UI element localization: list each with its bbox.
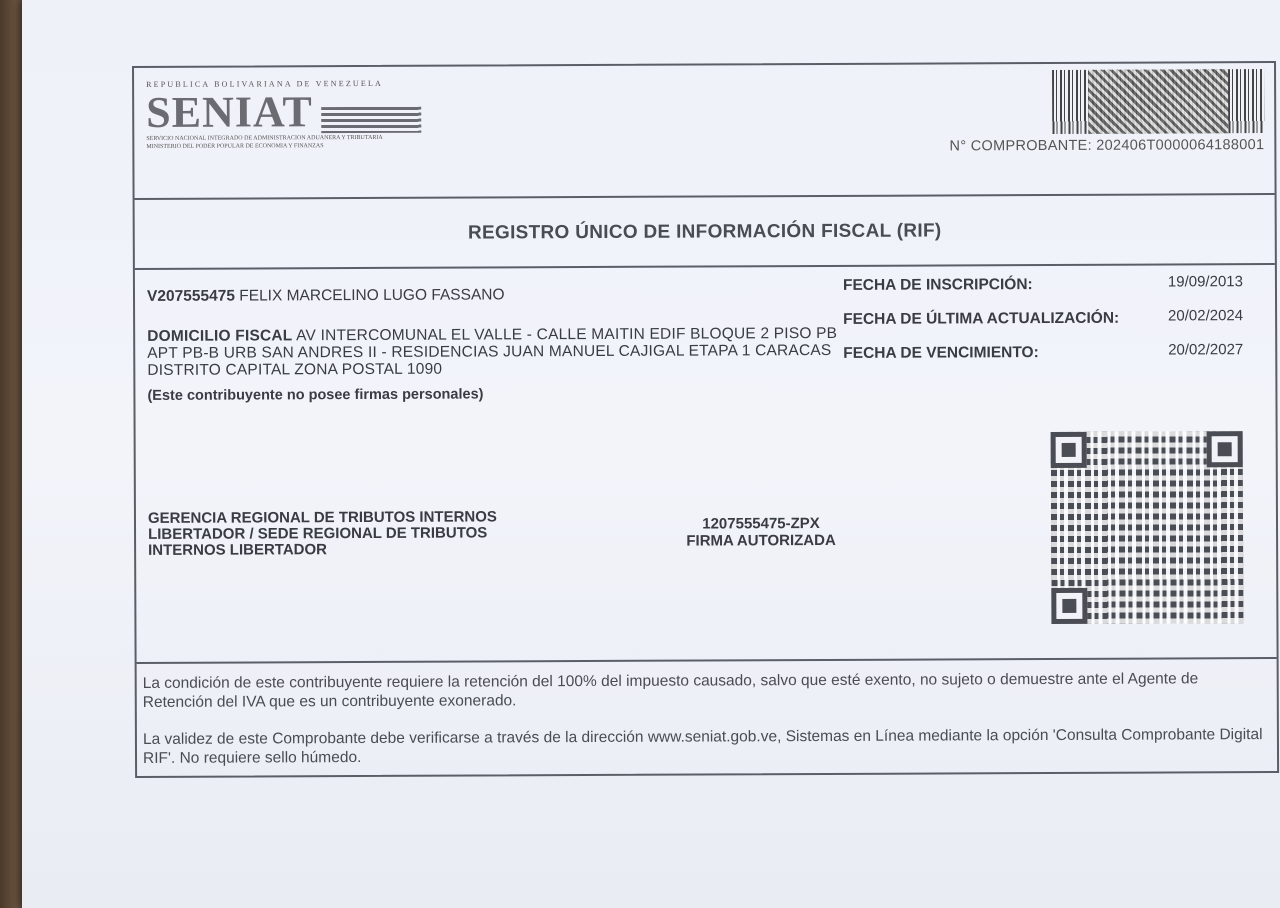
title-row (135, 193, 1275, 270)
actualizacion-value: 20/02/2024 (1167, 307, 1244, 325)
date-actualizacion (843, 309, 1243, 345)
validity-notice: La validez de este Comprobante debe verificarse a través de la dirección www.seniat.gob.ve, Sistemas en Línea mediante la opción 'Consulta Comprobante Digital RIF'. No requiere sello húmedo. (142, 726, 1263, 767)
domicilio-fiscal (147, 325, 837, 379)
gerencia-regional: GERENCIA REGIONAL DE TRIBUTOS INTERNOS LIBERTADOR / SEDE REGIONAL DE TRIBUTOS INTERNOS LIBERTADOR (147, 508, 497, 559)
dates-block (843, 275, 1243, 379)
taxpayer-line (147, 286, 505, 306)
inscripcion-value: 19/09/2013 (1167, 273, 1243, 291)
firma-label: FIRMA AUTORIZADA (686, 531, 836, 550)
domicilio-address: AV INTERCOMUNAL EL VALLE - CALLE MAITIN EDIF BLOQUE 2 PISO PB APT PB-B URB SAN ANDRES II - RESIDENCIAS JUAN MANUEL CAJIGAL ETAPA 1 CARACAS DISTRITO CAPITAL ZONA POSTAL 1090 (147, 324, 838, 379)
qr-code-icon (1051, 431, 1244, 624)
logo-stripes (321, 107, 421, 133)
qr-finder-icon (1207, 431, 1243, 467)
rif-number: V207555475 (146, 287, 235, 305)
domicilio-label: DOMICILIO FISCAL (147, 327, 293, 345)
certificate-header (134, 63, 1275, 200)
rif-certificate (132, 61, 1279, 778)
inscripcion-label: FECHA DE INSCRIPCIÓN: (842, 276, 1033, 294)
qr-finder-icon (1051, 588, 1087, 624)
certificate-footer (137, 659, 1277, 776)
logo-subtitle-1: SERVICIO NACIONAL INTEGRADO DE ADMINISTRACION ADUANERA Y TRIBUTARIA (146, 134, 383, 142)
logo-republic-text: REPUBLICA BOLIVARIANA DE VENEZUELA (146, 78, 384, 89)
document-title: REGISTRO ÚNICO DE INFORMACIÓN FISCAL (RIF) (467, 220, 942, 244)
paper-sheet (22, 0, 1280, 908)
comprobante-number: N° COMPROBANTE: 202406T0000064188001 (949, 137, 1265, 155)
vencimiento-value: 20/02/2027 (1168, 341, 1244, 359)
retention-notice: La condición de este contribuyente requiere la retención del 100% del impuesto causado, salvo que esté exento, no sujeto o demuestre ante el Agente de Retención del IVA que es un contribuyente exonerado. (142, 670, 1199, 711)
seniat-logo (146, 79, 426, 160)
firma-autorizada (666, 515, 856, 550)
firmas-note: (Este contribuyente no posee firmas personales) (147, 386, 484, 404)
certificate-body (135, 263, 1277, 664)
actualizacion-label: FECHA DE ÚLTIMA ACTUALIZACIÓN: (843, 309, 1120, 328)
date-vencimiento (843, 343, 1243, 379)
firma-code: 1207555475-ZPX (702, 515, 820, 533)
logo-wordmark: SENIAT (146, 87, 313, 137)
vencimiento-label: FECHA DE VENCIMIENTO: (843, 344, 1039, 362)
date-inscripcion (843, 275, 1243, 311)
taxpayer-name: FELIX MARCELINO LUGO FASSANO (239, 286, 505, 305)
qr-finder-icon (1051, 432, 1087, 468)
logo-subtitle-2: MINISTERIO DEL PODER POPULAR DE ECONOMIA Y FINANZAS (146, 143, 324, 150)
barcode-icon (1052, 69, 1264, 134)
